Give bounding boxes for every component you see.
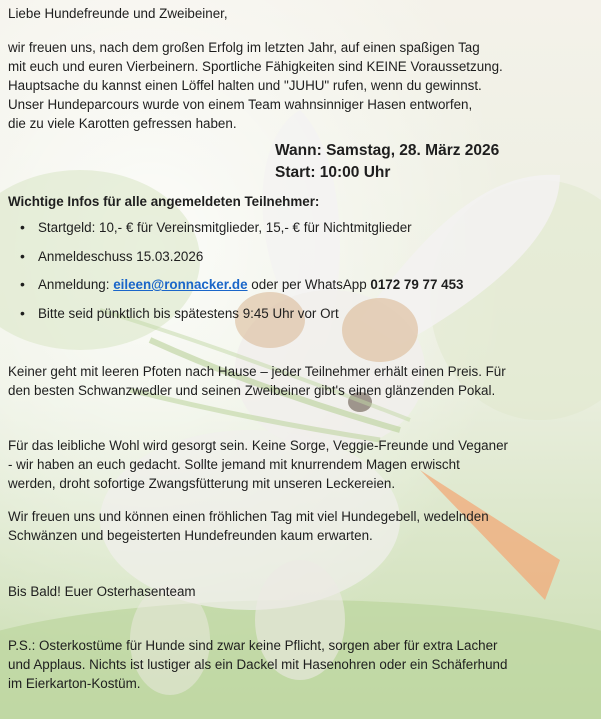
list-item-deadline <box>38 247 463 276</box>
postscript-paragraph <box>8 636 507 693</box>
fee-text: Startgeld: 10,- € für Vereinsmitglieder, 15,- € für Nichtmitglieder <box>38 220 412 235</box>
food-line: Für das leibliche Wohl wird gesorgt sein. Keine Sorge, Veggie-Freunde und Veganer <box>8 438 508 453</box>
signoff: Bis Bald! Euer Osterhasenteam <box>8 584 196 599</box>
intro-line: mit euch und euren Vierbeinern. Sportliche Fähigkeiten sind KEINE Voraussetzung. <box>8 59 503 74</box>
list-item-registration <box>38 275 463 304</box>
joy-paragraph <box>8 507 489 545</box>
phone-number: 0172 79 77 453 <box>370 277 464 292</box>
joy-line: Wir freuen uns und können einen fröhlichen Tag mit viel Hundegebell, wedelnden <box>8 509 489 524</box>
list-item-punctual <box>38 304 463 333</box>
ps-line: P.S.: Osterkostüme für Hunde sind zwar keine Pflicht, sorgen aber für extra Lacher <box>8 638 498 653</box>
deadline-text: Anmeldeschuss 15.03.2026 <box>38 248 204 264</box>
event-start-time: Start: 10:00 Uhr <box>275 164 391 181</box>
intro-line: die zu viele Karotten gefressen haben. <box>8 116 237 131</box>
food-line: werden, droht sofortige Zwangsfütterung mit unseren Leckereien. <box>8 476 396 491</box>
info-list <box>8 218 463 332</box>
registration-prefix: Anmeldung: <box>38 277 114 292</box>
food-line: - wir haben an euch gedacht. Sollte jemand mit knurrendem Magen erwischt <box>8 457 460 472</box>
ps-line: im Eierkarton-Kostüm. <box>8 676 141 691</box>
ps-line: und Applaus. Nichts ist lustiger als ein Dackel mit Hasenohren oder ein Schäferhund <box>8 657 508 672</box>
food-paragraph <box>8 436 508 493</box>
email-link[interactable]: eileen@ronnacker.de <box>113 277 248 292</box>
event-date: Wann: Samstag, 28. März 2026 <box>275 142 500 159</box>
greeting: Liebe Hundefreunde und Zweibeiner, <box>8 6 228 21</box>
intro-line: Unser Hundeparcours wurde von einem Team wahnsinniger Hasen entworfen, <box>8 97 473 112</box>
prize-line: den besten Schwanzwedler und seinen Zweibeiner gibt's einen glänzenden Pokal. <box>8 383 496 398</box>
joy-line: Schwänzen und begeisterten Hundefreunden kaum erwarten. <box>8 528 373 543</box>
list-item-fee <box>38 218 463 247</box>
event-date-block <box>275 140 499 184</box>
info-heading: Wichtige Infos für alle angemeldeten Teilnehmer: <box>8 194 320 209</box>
punctual-text: Bitte seid pünktlich bis spätestens 9:45 Uhr vor Ort <box>38 305 339 321</box>
prize-paragraph <box>8 362 506 400</box>
intro-line: Hauptsache du kannst einen Löffel halten und "JUHU" rufen, wenn du gewinnst. <box>8 78 482 93</box>
registration-middle: oder per WhatsApp <box>247 277 371 292</box>
intro-line: wir freuen uns, nach dem großen Erfolg im letzten Jahr, auf einen spaßigen Tag <box>8 40 480 55</box>
prize-line: Keiner geht mit leeren Pfoten nach Hause – jeder Teilnehmer erhält einen Preis. Für <box>8 364 506 379</box>
intro-paragraph <box>8 38 503 133</box>
